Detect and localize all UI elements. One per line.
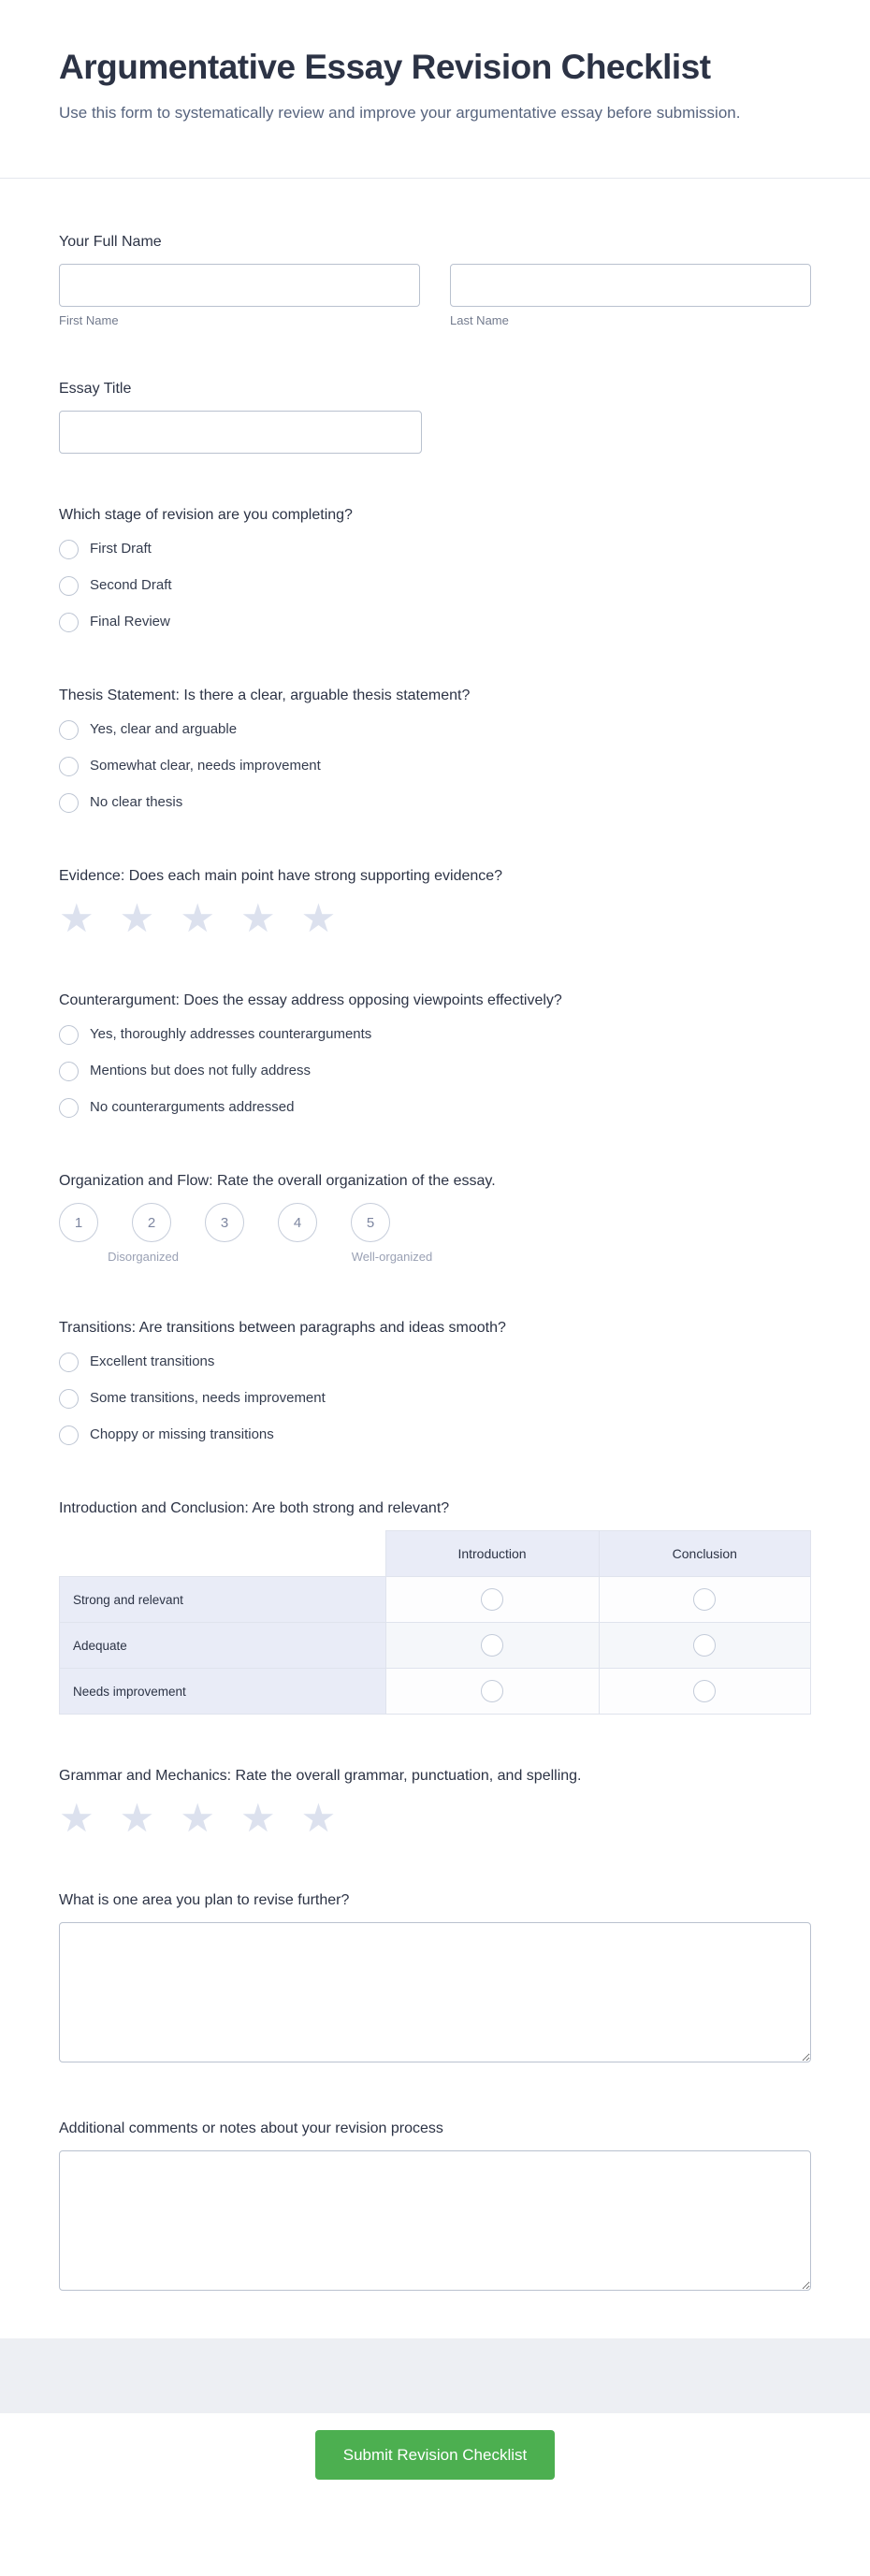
radio-option-label: Excellent transitions (90, 1353, 215, 1369)
form-footer (0, 2413, 870, 2513)
matrix-radio-icon[interactable] (693, 1588, 716, 1611)
essay-title-label: Essay Title (59, 381, 132, 397)
organization-scale-labels (59, 1250, 811, 1266)
radio-icon[interactable] (59, 613, 79, 632)
last-name-input[interactable] (450, 264, 811, 307)
scale-option-2[interactable]: 2 (132, 1203, 171, 1242)
question-thesis (59, 687, 811, 815)
first-name-input[interactable] (59, 264, 420, 307)
radio-option-label: Second Draft (90, 577, 172, 593)
radio-option-counter-none[interactable] (59, 1095, 811, 1120)
radio-option-label: Yes, clear and arguable (90, 721, 238, 737)
scale-right-label: Well-organized (351, 1250, 433, 1264)
evidence-star-rating (59, 898, 811, 939)
matrix-cell-needs-conclusion[interactable] (599, 1669, 810, 1715)
radio-option-transitions-some[interactable] (59, 1386, 811, 1411)
scale-option-5[interactable]: 5 (351, 1203, 390, 1242)
revise-further-label: What is one area you plan to revise further? (59, 1892, 350, 1908)
intro-conclusion-label: Introduction and Conclusion: Are both strong and relevant? (59, 1500, 450, 1516)
matrix-corner-cell (60, 1531, 386, 1577)
radio-icon[interactable] (59, 576, 79, 596)
radio-option-label: Final Review (90, 614, 170, 630)
transitions-options (59, 1350, 811, 1447)
first-name-group (59, 264, 420, 327)
form-subtitle: Use this form to systematically review and improve your argumentative essay before submission. (59, 104, 741, 122)
organization-scale (59, 1203, 811, 1242)
star-icon[interactable]: ★ (239, 1796, 276, 1840)
organization-label: Organization and Flow: Rate the overall organization of the essay. (59, 1173, 496, 1189)
transitions-label: Transitions: Are transitions between paragraphs and ideas smooth? (59, 1320, 506, 1336)
matrix-row-label: Needs improvement (60, 1669, 386, 1715)
radio-icon[interactable] (59, 540, 79, 559)
radio-icon[interactable] (59, 757, 79, 776)
matrix-radio-icon[interactable] (481, 1680, 503, 1702)
counterargument-label: Counterargument: Does the essay address opposing viewpoints effectively? (59, 992, 562, 1008)
question-evidence (59, 867, 811, 939)
radio-option-label: No counterarguments addressed (90, 1099, 295, 1115)
matrix-row-label: Adequate (60, 1623, 386, 1669)
submit-button[interactable]: Submit Revision Checklist (315, 2430, 556, 2480)
star-icon[interactable]: ★ (300, 896, 337, 940)
grammar-label: Grammar and Mechanics: Rate the overall grammar, punctuation, and spelling. (59, 1768, 582, 1784)
radio-option-label: Yes, thoroughly addresses counterarguments (90, 1026, 372, 1042)
star-icon[interactable]: ★ (119, 896, 155, 940)
matrix-cell-strong-introduction[interactable] (385, 1577, 599, 1623)
matrix-col-header-conclusion: Conclusion (599, 1531, 810, 1577)
radio-option-label: Some transitions, needs improvement (90, 1390, 326, 1406)
matrix-cell-strong-conclusion[interactable] (599, 1577, 810, 1623)
thesis-options (59, 717, 811, 815)
essay-title-input[interactable] (59, 411, 422, 454)
question-organization (59, 1172, 811, 1266)
intro-conclusion-matrix (59, 1530, 811, 1715)
matrix-row-needs-improvement (60, 1669, 811, 1715)
matrix-cell-adequate-conclusion[interactable] (599, 1623, 810, 1669)
first-name-sublabel: First Name (59, 313, 119, 327)
comments-textarea[interactable] (59, 2150, 811, 2291)
radio-option-second-draft[interactable] (59, 573, 811, 598)
form-body (0, 179, 870, 2338)
radio-icon[interactable] (59, 1062, 79, 1081)
radio-option-transitions-choppy[interactable] (59, 1423, 811, 1447)
radio-option-final-review[interactable] (59, 610, 811, 634)
question-transitions (59, 1319, 811, 1447)
thesis-label: Thesis Statement: Is there a clear, arguable thesis statement? (59, 687, 471, 703)
question-counterargument (59, 991, 811, 1120)
stage-label: Which stage of revision are you completing? (59, 507, 353, 523)
star-icon[interactable]: ★ (180, 1796, 215, 1840)
form-header (0, 0, 870, 179)
question-full-name (59, 233, 811, 327)
matrix-cell-needs-introduction[interactable] (385, 1669, 599, 1715)
radio-option-thesis-none[interactable] (59, 790, 811, 815)
scale-left-label: Disorganized (108, 1250, 179, 1264)
star-icon[interactable]: ★ (59, 896, 94, 940)
question-comments (59, 2120, 811, 2295)
radio-option-label: Mentions but does not fully address (90, 1063, 311, 1078)
matrix-col-header-introduction: Introduction (385, 1531, 599, 1577)
question-grammar (59, 1767, 811, 1839)
radio-icon[interactable] (59, 1025, 79, 1045)
radio-option-counter-mentions[interactable] (59, 1059, 811, 1083)
scale-option-1[interactable]: 1 (59, 1203, 98, 1242)
matrix-row-label: Strong and relevant (60, 1577, 386, 1623)
full-name-inputs (59, 264, 811, 327)
matrix-radio-icon[interactable] (481, 1588, 503, 1611)
form-title: Argumentative Essay Revision Checklist (59, 48, 711, 86)
matrix-row-strong (60, 1577, 811, 1623)
star-icon[interactable]: ★ (59, 1796, 94, 1840)
radio-option-counter-yes[interactable] (59, 1022, 811, 1047)
radio-option-label: Choppy or missing transitions (90, 1426, 274, 1442)
grammar-star-rating (59, 1798, 811, 1839)
comments-label: Additional comments or notes about your revision process (59, 2120, 443, 2136)
star-icon[interactable]: ★ (300, 1796, 337, 1840)
radio-option-first-draft[interactable] (59, 537, 811, 561)
scale-option-3[interactable]: 3 (205, 1203, 244, 1242)
star-icon[interactable]: ★ (180, 896, 215, 940)
question-essay-title (59, 380, 811, 454)
radio-icon[interactable] (59, 720, 79, 740)
star-icon[interactable]: ★ (239, 896, 276, 940)
last-name-sublabel: Last Name (450, 313, 509, 327)
radio-option-label: No clear thesis (90, 794, 183, 810)
stage-options (59, 537, 811, 634)
counterargument-options (59, 1022, 811, 1120)
scale-option-4[interactable]: 4 (278, 1203, 317, 1242)
evidence-label: Evidence: Does each main point have strong supporting evidence? (59, 868, 503, 884)
radio-option-label: First Draft (90, 541, 152, 557)
radio-option-thesis-yes[interactable] (59, 717, 811, 742)
radio-option-transitions-excellent[interactable] (59, 1350, 811, 1374)
last-name-group (450, 264, 811, 327)
question-stage (59, 506, 811, 634)
matrix-radio-icon[interactable] (693, 1680, 716, 1702)
radio-icon[interactable] (59, 1425, 79, 1445)
page-background-gap (0, 2338, 870, 2413)
matrix-cell-adequate-introduction[interactable] (385, 1623, 599, 1669)
radio-option-label: Somewhat clear, needs improvement (90, 758, 321, 774)
revise-further-textarea[interactable] (59, 1922, 811, 2062)
matrix-radio-icon[interactable] (481, 1634, 503, 1657)
radio-option-thesis-somewhat[interactable] (59, 754, 811, 778)
matrix-header-row (60, 1531, 811, 1577)
question-intro-conclusion (59, 1499, 811, 1715)
matrix-radio-icon[interactable] (693, 1634, 716, 1657)
radio-icon[interactable] (59, 1098, 79, 1118)
question-revise-further (59, 1891, 811, 2067)
radio-icon[interactable] (59, 1353, 79, 1372)
star-icon[interactable]: ★ (119, 1796, 155, 1840)
radio-icon[interactable] (59, 1389, 79, 1409)
matrix-row-adequate (60, 1623, 811, 1669)
radio-icon[interactable] (59, 793, 79, 813)
full-name-label: Your Full Name (59, 234, 162, 250)
